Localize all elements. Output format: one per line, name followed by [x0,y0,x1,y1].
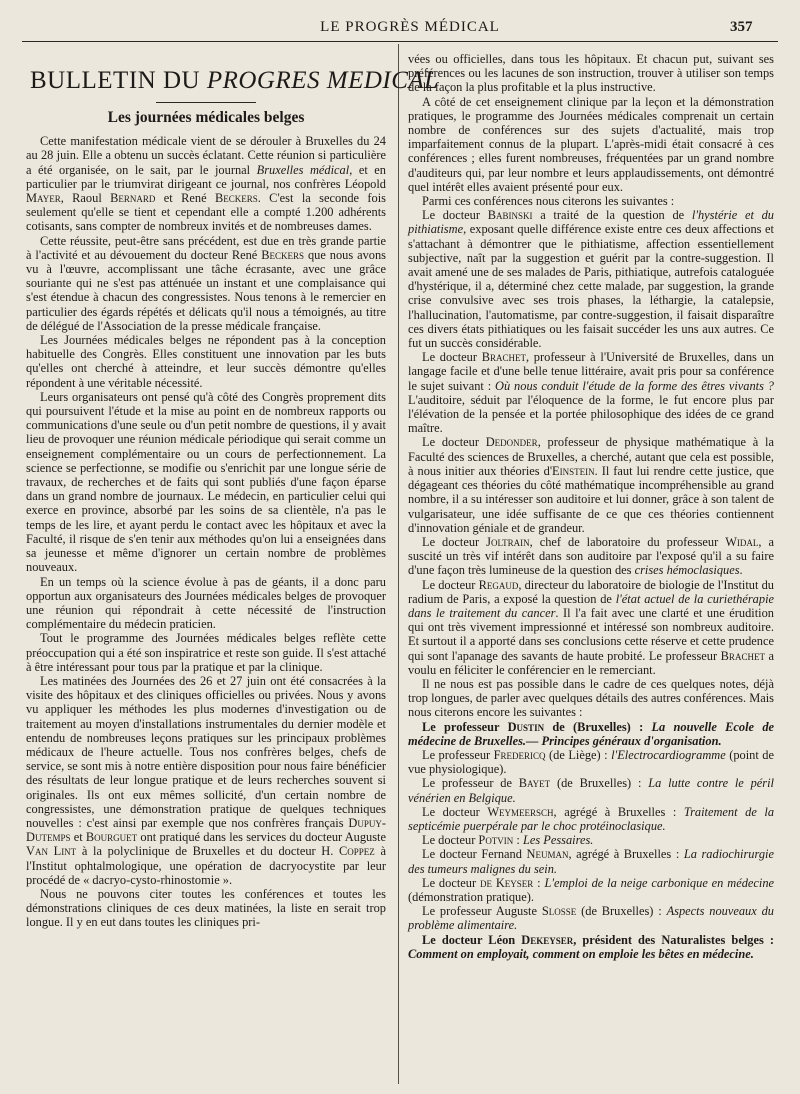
person-name: Joltrain [486,534,530,549]
right-column [408,52,774,961]
topic: Les Pessaires. [522,833,594,848]
text: a traité de la question de [532,208,692,223]
text: Cette manifestation médicale vient de se dérouler à Bruxelles du 24 au 28 juin. Elle a obtenu un succès éclatant. Cette réunion si particulière a été organisée, on le sait, par le journal [26,134,386,177]
topic: L'emploi de la neige carbonique en médecine [544,875,775,890]
bulletin-title [30,66,439,96]
text: , professeur à l'Université de Bruxelles, dans un langage facile et d'une belle tenue littéraire, avait pris pour sa conférence le sujet suivant : [408,350,775,393]
paragraph-babinski [408,208,774,350]
person-name: Potvin [478,833,514,848]
person-name: Babinski [487,208,533,223]
person-name: Weymeersch [487,804,554,819]
text: Le professeur de [422,776,519,791]
text: L'auditoire, séduit par l'éloquence de la forme, le fut encore plus par l'élévation de la pensée et la portée philosophique des idées de ce grand maître. [408,392,774,436]
person-name: Dedonder [485,435,538,450]
person-name: Fredericq [493,747,546,762]
paragraph-2 [26,234,386,333]
person-name: Bayet [518,776,551,791]
person-name: Bourguet [85,830,138,845]
paragraph-joltrain [408,535,774,578]
topic: La nouvelle Ecole de médecine de Bruxelles.— Principes généraux d'organisation. [408,719,775,748]
bulletin-title-italic: PROGRES MEDICAL [206,67,439,94]
topic: La lutte contre le péril vénérien en Belgique. [408,776,774,805]
paragraph-r3: Parmi ces conférences nous citerons les suivantes : [422,194,675,209]
text: Le docteur [422,875,480,890]
text: , Raoul [60,191,111,206]
lecture-item [408,847,774,875]
lecture-item [408,933,774,961]
lecture-item [408,805,774,833]
paragraph-4: Leurs organisateurs ont pensé qu'à côté des Congrès proprement dits qui poursuivent l'étude et la mise au point en de nombreux rapports ou communications d'une seule ou d'un petit nombre de questions, il y avait lieu de provoquer une réunion médicale périodique qui serait comme un enseignement complémentaire ou un cours de perfectionnement. La science se perfectionne, se modifie ou s'enrichit par une longue série de travaux, de recherches et de faits qui sont publiés d'une façon éparse dans un grand nombre de journaux. Le médecin, en particulier celui qui exerce en province, absorbé par les soins de sa clientèle, n'a pas le temps de les lire, et ayant perdu le contact avec les hôpitaux et avec la Faculté, il risque de s'en tenir aux méthodes qu'on lui a enseignées dans sa jeunesse et même d'ignorer un certain nombre de problèmes nouveaux. [26,389,386,575]
topic: crises hémoclasiques [634,563,740,578]
paragraph-8: Nous ne pouvons citer toutes les conférences et toutes les démonstrations cliniques de ces deux matinées, la liste en serait trop longue. Il y en eut dans toutes les cliniques pri- [26,886,386,930]
person-name: de Keyser [479,875,534,890]
lecture-item [408,876,774,904]
text: , a suscité un très vif intérêt dans son auditoire par l'exposé qu'il a su faire d'une façon très lumineuse de la question des [408,534,774,578]
text: (démonstration pratique). [408,889,534,904]
text: (de Bruxelles) : [576,904,667,919]
text: Les matinées des Journées des 26 et 27 juin ont été consacrées à la visite des hôpitaux et des cliniques officielles ou privées. Nous y avons vu appliquer les méthodes les plus modernes d'investigation ou de traitement au moyen d'installations instrumentales du dernier modèle et entendu de nombreuses leçons pratiques sur les principaux problèmes médicaux de l'heure actuelle. Tous nos confrères belges, chefs de service, se sont mis à notre entière disposition pour nous faire bénéficier des résultats de leur longue pratique et de leurs recherches souvent si originales. Ils ont eux mêmes sollicité, d'un certain nombre de congressistes, une démonstration pratique de quelques techniques nouvelles : c'est ainsi par exemple que nos confrères français [26,673,386,830]
text: , exposant quelle différence existe entre ces deux affections et s'attachant à démontrer que le pithiatisme, affection essentiellement subjective, naît par la suggestion et guérit par la contre-suggestion. Il avait amené une de ses malades de Paris, pithiatique, autrefois cataloguée d'hystérique, il a, déterminé chez cette malade, par suggestion, la grande crise convulsive avec ses trois phases, la léthargie, la catalepsie, l'hallucination, l'automatisme, par contre-suggestion, il faisait disparaître ces divers états pithiatiques ou les faisait succéder les uns aux autres. Ce fut un succès considérable. [408,222,774,351]
text: Le docteur [422,350,482,365]
text: Le professeur [422,747,494,762]
paragraph-r2: A côté de cet enseignement clinique par la leçon et la démonstration pratiques, le programme des Journées médicales comprenait un certain nombre de conférences sur des sujets d'actualité, mais trop imparfaitement connus de la plupart. L'après-midi était consacré à ces conférences ; elles furent nombreuses, fréquentées par un grand nombre d'auditeurs qui, par leur nombre et leurs applaudissements, ont démontré quel intérêt elles avaient présenté pour eux. [408,94,774,194]
topic: l'état actuel de la curiethérapie dans le traitement du cancer [408,591,775,620]
paragraph-6: Tout le programme des Journées médicales belges reflète cette préoccupation qui a été son inspiratrice et reste son guide. Il s'est attaché à être intéressant pour tous par la pratique et par la clinique. [26,631,386,674]
paragraph-r9: Il ne nous est pas possible dans le cadre de ces quelques notes, déjà trop longues, de parler avec quelques détails des autres conférences. Mais nous citerons encore les suivantes : [408,676,774,720]
left-column [26,66,439,930]
journal-name: Bruxelles médical [256,162,350,177]
person-name: Regaud [478,577,519,592]
person-name: Dupuy-Dutemps [26,815,386,845]
text: . Il faut lui rendre cette justice, que dégageant ces théories du côté mathématique incompréhensible au grand nombre, il a su intéresser son auditoire et lui donner, grâce à son talent de vulgarisateur, une idée suffisante de ce que ces théories contiennent d'innovation géniale et de grandeur. [408,463,774,535]
text: de (Bruxelles) : [544,719,652,734]
topic: Traitement de la septicémie puerpérale par le choc protéinoclasique. [408,804,775,833]
paragraph-3: Les Journées médicales belges ne répondent pas à la conception habituelle des Congrès. Elles constituent une innovation par les buts qu'elles ont cherché à atteindre, et leur succès démontre qu'elles répondent à une véritable nécessité. [26,333,386,390]
text: , président des Naturalistes belges : [573,932,774,947]
text: (de Bruxelles) : [550,776,649,791]
person-name: Brachet [481,350,526,365]
text: Le docteur [422,208,488,223]
person-name: Dustin [507,719,545,734]
text: ont pratiqué dans les services du docteur Auguste [137,830,386,845]
text: à l'Institut ophtalmologique, une opération de dacryocystite par leur procédé de « dacryo-cysto-rhinostomie ». [26,844,386,887]
bulletin-title-prefix: BULLETIN DU [30,67,207,94]
text: à la polyclinique de Bruxelles et du docteur H. [76,844,340,859]
person-name: Dekeyser [521,932,574,947]
topic: l'Electrocardiogramme [611,747,726,762]
paragraph-dedonder [408,435,774,534]
running-title: LE PROGRÈS MÉDICAL [320,19,500,35]
lecture-item [408,904,774,932]
person-name: Einstein [552,463,595,478]
topic: l'hystérie et du pithiatisme [408,208,775,237]
topic: La radiochirurgie des tumeurs malignes du sein. [408,847,774,876]
text: a voulu en féliciter le conférencier en le remerciant. [408,648,774,677]
person-name: Beckers [261,247,305,262]
text: que nous avons vu à l'œuvre, accomplissant une tâche écrasante, avec une grâce souriante qui ne s'est pas atténuée un instant et une complaisance qui s'est étendue à chacun des congressistes. Nous tenons à le remercier en particulier des égards répétés et délicats qu'il nous a témoignés, au titre de délégué de l'Association de la presse médicale française. [26,247,386,333]
lecture-item [408,833,774,847]
text: , directeur du laboratoire de biologie de l'Institut du radium de Paris, a exposé la question de [408,577,774,606]
paragraph-regaud [408,578,774,677]
text: Le docteur [422,435,486,450]
text: et [70,830,86,845]
person-name: Van Lint [26,844,77,859]
text: Le docteur Fernand [422,847,527,862]
paragraph-brachet [408,350,774,435]
paragraph-7 [26,674,386,887]
text: Le docteur [422,534,487,549]
topic: Comment on employait, comment on emploie les bêtes en médecine. [408,946,754,961]
text: , et en particulier par le triumvirat dirigeant ce journal, nos confrères Léopold [26,162,386,191]
person-name: Brachet [720,648,765,663]
lecture-item [408,776,774,804]
text: Le docteur [422,833,479,848]
text: Le professeur Auguste [422,904,542,919]
text: . C'est la seconde fois seulement qu'elle se tient et cependant elle a compté 1.200 adhérents cotisants, sans compter de nombreux invités et de nombreuses dames. [26,191,386,234]
text: Le docteur [422,577,479,592]
text: Cette réussite, peut-être sans précédent, est due en très grande partie à l'activité et au dévouement du docteur René [26,233,386,262]
text: . Il l'a fait avec une clarté et une érudition qui ont très vivement impressionné et intéressé son nombreux auditoire. Et surtout il a apporté dans ses conclusions cette réserve et cette prudence qui sont l'apanage des savants de haute probité. Le professeur [408,605,774,663]
topic: Aspects nouveaux du problème alimentaire. [408,904,774,933]
text: Le professeur [422,719,508,734]
lecture-item [408,720,774,748]
column-divider [398,44,399,1084]
section-title: Les journées médicales belges [107,109,305,126]
person-name: Widal [725,534,759,549]
text: , agrégé à Bruxelles : [553,804,684,819]
text: . [739,563,743,578]
text: : [513,833,523,848]
text: Le docteur [422,804,488,819]
person-name: Coppez [339,844,375,859]
paragraph-1 [26,134,386,233]
paragraph-5: En un temps où la science évolue à pas de géants, il a donc paru opportun aux organisateurs des Journées médicales belges de provoquer une réunion qui répondrait à cette nécessité de l'instruction complémentaire du médecin praticien. [26,574,386,632]
text: (point de vue physiologique). [408,747,774,777]
text: , professeur de physique mathématique à la Faculté des sciences de Bruxelles, a cherché, autant que cela est possible, à nous initier aux théories d' [408,435,774,478]
text: et René [155,191,215,206]
text: : [533,875,545,890]
person-name: Beckers [214,191,258,206]
text: , chef de laboratoire du professeur [529,534,726,549]
title-rule [156,102,256,103]
person-name: Bernard [110,191,156,206]
lecture-item [408,748,774,776]
text: (de Liège) : [545,747,612,762]
header-rule [22,41,778,42]
person-name: Mayer [26,191,61,206]
person-name: Neuman [526,847,569,862]
page-number: 357 [730,19,753,35]
text: , agrégé à Bruxelles : [568,847,684,862]
person-name: Slosse [541,904,577,919]
paragraph-r1: vées ou officielles, dans tous les hôpitaux. Et chacun put, suivant ses préférences ou les lacunes de son instruction, trouver à utiliser son temps de la façon la plus profitable et la plus instructive. [408,52,774,95]
topic: Où nous conduit l'étude de la forme des êtres vivants ? [495,378,774,393]
text: Le docteur Léon [422,932,522,947]
